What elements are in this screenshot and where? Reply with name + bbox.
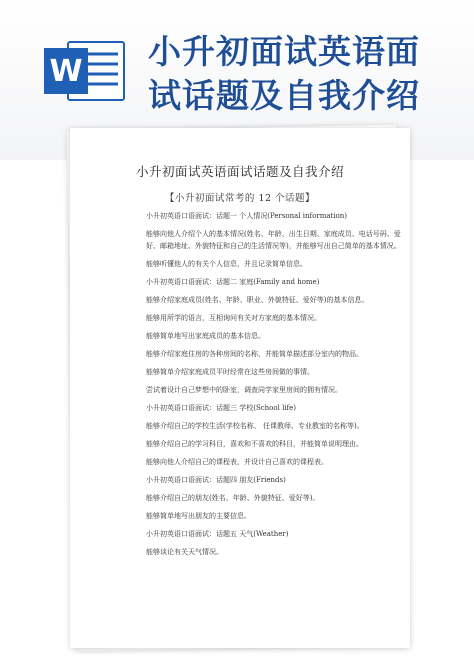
- word-icon: [42, 36, 128, 106]
- document-body: [146, 210, 404, 564]
- headline-line-2: 试话题及自我介绍: [148, 76, 420, 115]
- paragraph: 能够介绍自己的学习科目，喜欢和不喜欢的科目，并能简单说明理由。: [146, 440, 363, 448]
- paragraph: 能够介绍家庭成员(姓名、年龄、职业、外貌特征、爱好等)的基本信息。: [146, 296, 369, 304]
- document-subtitle: 【小升初面试常考的 12 个话题】: [164, 193, 316, 204]
- paragraph: 小升初英语口语面试：话题四 朋友(Friends): [146, 476, 286, 484]
- paragraph: 小升初英语口语面试：话题三 学校(School life): [146, 404, 297, 412]
- paragraph: 尝试着设计自己梦想中的卧室，调查同学家里房间的拥有情况。: [146, 386, 342, 394]
- paragraph: 能够简单地写出朋友的主要信息。: [146, 512, 251, 520]
- document-title: 小升初面试英语面试话题及自我介绍: [135, 164, 344, 179]
- paragraph: 能够用所学的语言，互相询问有关对方家庭的基本情况。: [146, 314, 321, 322]
- paragraph: 能够向他人介绍自己的课程表，并设计自己喜欢的课程表。: [146, 458, 328, 466]
- paragraph: 小升初英语口语面试：话题二 家庭(Family and home): [146, 278, 320, 286]
- paragraph: 能够听懂他人的有关个人信息，并且记录简单信息。: [146, 260, 307, 268]
- paragraph: 小升初英语口语面试：话题一 个人情况(Personal information): [146, 212, 348, 220]
- paragraph: 能够向他人介绍个人的基本情况(姓名、年龄、出生日期、家庭成员、电话号码、爱好、邮箱地址、外貌特征和自己的生活情况等)，并能够写出自己简单的基本情况。: [146, 230, 401, 250]
- page-headline: [148, 30, 468, 118]
- paragraph: 能够介绍自己的朋友(姓名、年龄、外貌特征、爱好等)。: [146, 494, 320, 502]
- paragraph: 能够谈论有关天气情况。: [146, 548, 223, 556]
- document-page: [70, 128, 410, 648]
- paragraph: 能够简单地写出家庭成员的基本信息。: [146, 332, 265, 340]
- svg-text:W: W: [49, 54, 83, 89]
- headline-line-1: 小升初面试英语面: [148, 32, 420, 71]
- paragraph: 能够简单介绍家庭成员平时经常在这些房间做的事情。: [146, 368, 314, 376]
- paragraph: 能够介绍自己的学校生活(学校名称、 任课教师、专业教室的名称等)。: [146, 422, 364, 430]
- paragraph: 能够介绍家庭住房的各种房间的名称，并能简单描述部分室内的物品。: [146, 350, 363, 358]
- paragraph: 小升初英语口语面试：话题五 天气(Weather): [146, 530, 289, 538]
